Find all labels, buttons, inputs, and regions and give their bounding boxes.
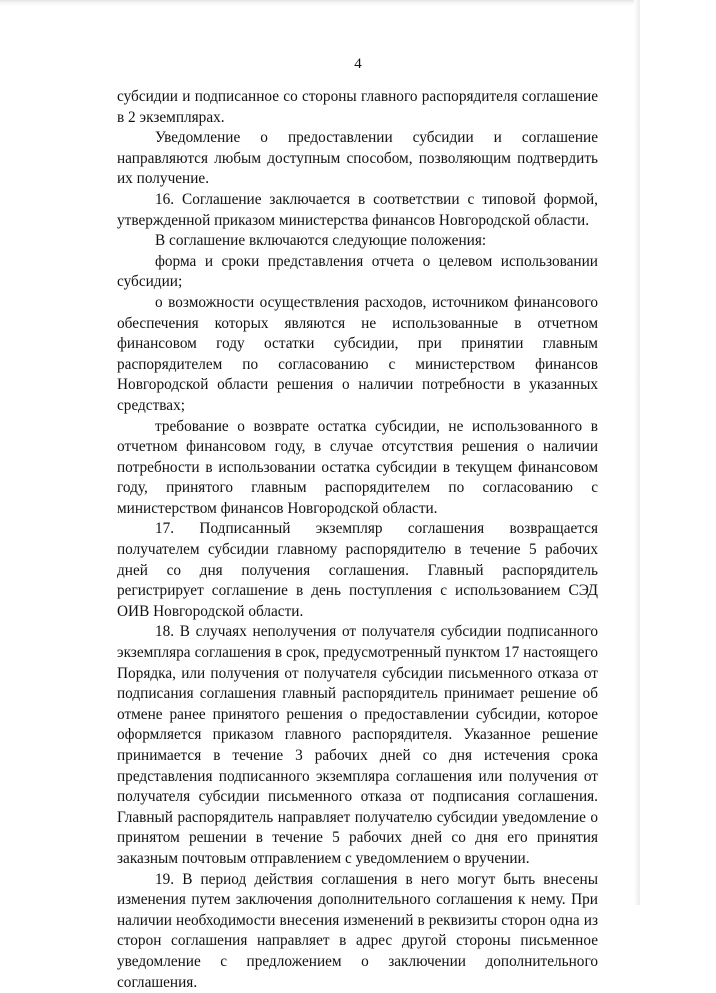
paragraph-8: 17. Подписанный экземпляр соглашения возвращается получателем субсидии главному распорядителю в течение 5 рабочих дней со дня получения соглашения. Главный распорядитель регистрирует соглашение в день поступления с использованием СЭД ОИВ Новгородской области. <box>117 520 598 620</box>
paragraph-1: субсидии и подписанное со стороны главного распорядителя соглашение в 2 экземплярах. <box>117 88 598 126</box>
paragraph-6: о возможности осуществления расходов, источником финансового обеспечения которых являются не использованные в отчетном финансовом году остатки субсидии, при принятии главным распорядителем по согласованию с министерством финансов Новгородской области решения о наличии потребности в указанных средствах; <box>117 293 598 414</box>
document-body <box>117 87 598 993</box>
scan-edge-top <box>0 0 640 6</box>
paragraph-7: требование о возврате остатка субсидии, не использованного в отчетном финансовом году, в случае отсутствия решения о наличии потребности в использовании остатка субсидии в текущем финансовом году, принятого главным распорядителем по согласованию с министерством финансов Новгородской области. <box>117 417 598 517</box>
page-number: 4 <box>354 56 362 72</box>
paragraph-3: 16. Соглашение заключается в соответствии с типовой формой, утвержденной приказом министерства финансов Новгородской области. <box>117 190 598 229</box>
scan-edge-right <box>634 0 640 905</box>
paragraph-9: 18. В случаях неполучения от получателя субсидии подписанного экземпляра соглашения в срок, предусмотренный пунктом 17 настоящего Порядка, или получения от получателя субсидии письменного отказа от подписания соглашения главный распорядитель принимает решение об отмене ранее принятого решения о предоставлении субсидии, которое оформляется приказом главного распорядителя. Указанное решение принимается в течение 3 рабочих дней со дня истечения срока представления подписанного экземпляра соглашения или получения от получателя субсидии письменного отказа от подписания соглашения. Главный распорядитель направляет получателю субсидии уведомление о принятом решении в течение 5 рабочих дней со дня его принятия заказным почтовым отправлением с уведомлением о вручении. <box>117 623 598 867</box>
paragraph-5: форма и сроки представления отчета о целевом использовании субсидии; <box>117 252 598 291</box>
paragraph-4: В соглашение включаются следующие положения: <box>155 232 487 250</box>
paragraph-10: 19. В период действия соглашения в него могут быть внесены изменения путем заключения дополнительного соглашения к нему. При наличии необходимости внесения изменений в реквизиты сторон одна из сторон соглашения направляет в адрес другой стороны письменное уведомление с предложением о заключении дополнительного соглашения. <box>117 870 598 991</box>
paragraph-2: Уведомление о предоставлении субсидии и соглашение направляются любым доступным способом, позволяющим подтвердить их получение. <box>117 129 598 188</box>
